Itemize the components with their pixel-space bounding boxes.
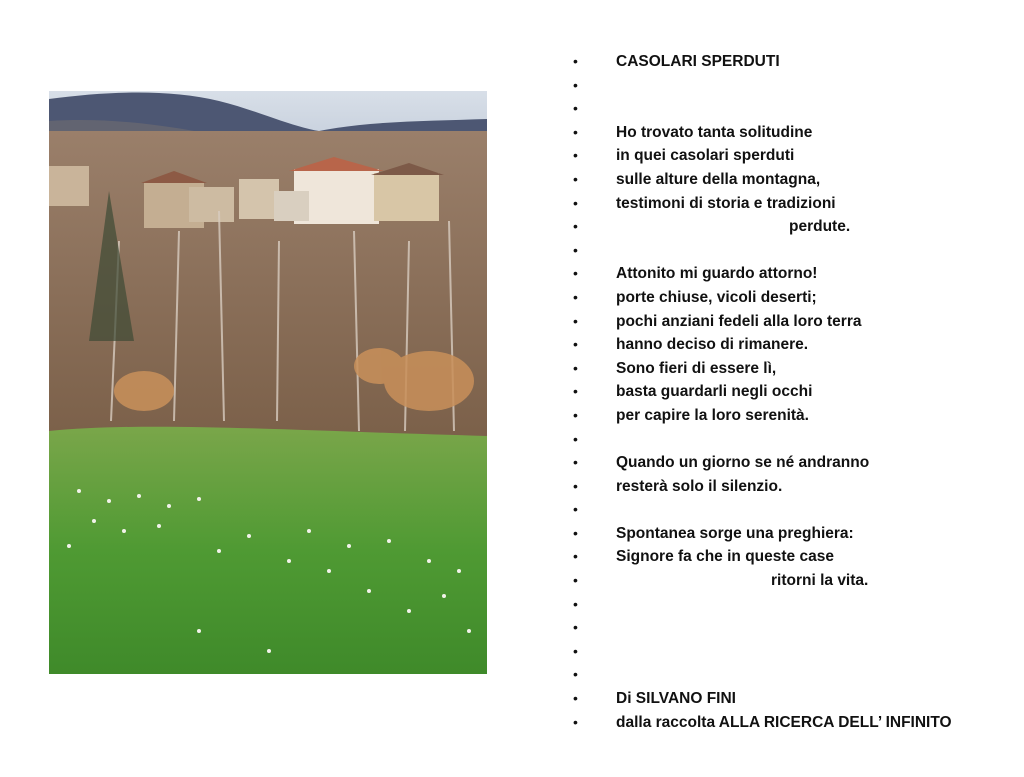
poem-line: • hanno deciso di rimanere.	[570, 333, 1010, 357]
blank-line	[570, 74, 1010, 98]
blank-line	[570, 239, 1010, 263]
poem-line: • porte chiuse, vicoli deserti;	[570, 286, 1010, 310]
landscape-illustration	[49, 91, 487, 674]
poem-line: • in quei casolari sperduti	[570, 144, 1010, 168]
poem-title: • CASOLARI SPERDUTI	[570, 50, 1010, 74]
poem-line: • perdute.	[570, 215, 1010, 239]
poem-line: • testimoni di storia e tradizioni	[570, 192, 1010, 216]
poem-line: • basta guardarli negli occhi	[570, 380, 1010, 404]
poem-line: • Attonito mi guardo attorno!	[570, 262, 1010, 286]
poem-source: • dalla raccolta ALLA RICERCA DELL’ INFINITO	[570, 711, 1010, 735]
poem-line: • Ho trovato tanta solitudine	[570, 121, 1010, 145]
blank-line	[570, 616, 1010, 640]
blank-line	[570, 97, 1010, 121]
meadow	[49, 427, 487, 674]
poem-line: • ritorni la vita.	[570, 569, 1010, 593]
poem-line: • Spontanea sorge una preghiera:	[570, 522, 1010, 546]
poem-text	[570, 50, 1010, 734]
poem-line: • pochi anziani fedeli alla loro terra	[570, 310, 1010, 334]
blank-line	[570, 428, 1010, 452]
poem-line: • Sono fieri di essere lì,	[570, 357, 1010, 381]
poem-line: • per capire la loro serenità.	[570, 404, 1010, 428]
poem-line: • sulle alture della montagna,	[570, 168, 1010, 192]
landscape-photo	[49, 91, 487, 674]
poem-line: • Quando un giorno se né andranno	[570, 451, 1010, 475]
poem-line: • Signore fa che in queste case	[570, 545, 1010, 569]
blank-line	[570, 498, 1010, 522]
blank-line	[570, 593, 1010, 617]
blank-line	[570, 663, 1010, 687]
blank-line	[570, 640, 1010, 664]
poem-line: • resterà solo il silenzio.	[570, 475, 1010, 499]
poem-author: • Di SILVANO FINI	[570, 687, 1010, 711]
